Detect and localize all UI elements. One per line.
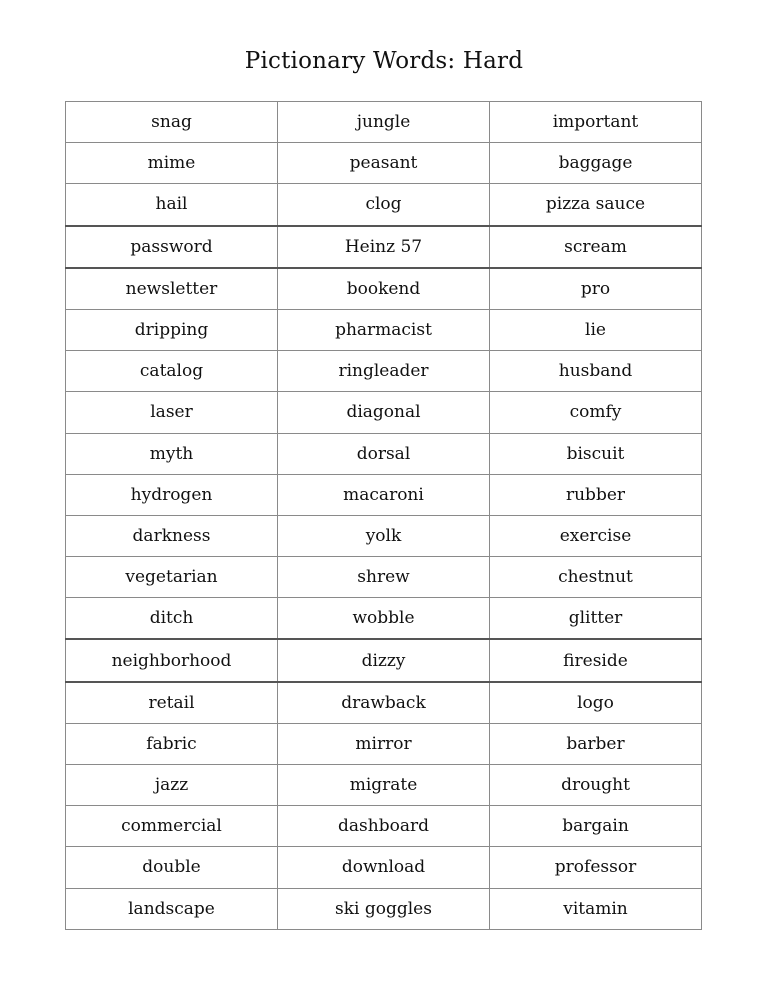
word-cell: ski goggles <box>278 888 490 929</box>
table-row <box>66 433 702 474</box>
word-cell: vegetarian <box>66 557 278 598</box>
word-cell: myth <box>66 433 278 474</box>
table-row <box>66 184 702 226</box>
word-cell: macaroni <box>278 474 490 515</box>
word-cell: password <box>66 226 278 268</box>
word-cell: lie <box>490 309 702 350</box>
word-cell: peasant <box>278 143 490 184</box>
word-cell: exercise <box>490 515 702 556</box>
table-row <box>66 392 702 433</box>
table-row <box>66 888 702 929</box>
word-cell: diagonal <box>278 392 490 433</box>
word-cell: ringleader <box>278 351 490 392</box>
table-row <box>66 515 702 556</box>
word-cell: vitamin <box>490 888 702 929</box>
table-row <box>66 268 702 310</box>
table-row <box>66 598 702 640</box>
word-cell: dashboard <box>278 806 490 847</box>
word-cell: retail <box>66 682 278 724</box>
word-cell: biscuit <box>490 433 702 474</box>
word-cell: scream <box>490 226 702 268</box>
word-cell: ditch <box>66 598 278 640</box>
word-cell: drought <box>490 765 702 806</box>
word-cell: comfy <box>490 392 702 433</box>
table-row <box>66 102 702 143</box>
word-cell: dizzy <box>278 639 490 681</box>
word-cell: chestnut <box>490 557 702 598</box>
table-row <box>66 765 702 806</box>
word-table <box>65 101 702 930</box>
word-cell: mirror <box>278 723 490 764</box>
word-cell: husband <box>490 351 702 392</box>
word-cell: pharmacist <box>278 309 490 350</box>
word-cell: professor <box>490 847 702 888</box>
word-cell: bookend <box>278 268 490 310</box>
table-row <box>66 682 702 724</box>
word-cell: pro <box>490 268 702 310</box>
word-cell: double <box>66 847 278 888</box>
word-cell: wobble <box>278 598 490 640</box>
table-row <box>66 847 702 888</box>
word-cell: drawback <box>278 682 490 724</box>
word-cell: barber <box>490 723 702 764</box>
word-cell: shrew <box>278 557 490 598</box>
word-cell: baggage <box>490 143 702 184</box>
table-row <box>66 226 702 268</box>
word-cell: jungle <box>278 102 490 143</box>
word-table-body <box>66 102 702 930</box>
word-cell: dripping <box>66 309 278 350</box>
word-cell: bargain <box>490 806 702 847</box>
table-row <box>66 143 702 184</box>
page-title: Pictionary Words: Hard <box>244 48 524 74</box>
word-cell: landscape <box>66 888 278 929</box>
word-cell: glitter <box>490 598 702 640</box>
table-row <box>66 639 702 681</box>
word-cell: yolk <box>278 515 490 556</box>
table-row <box>66 474 702 515</box>
word-cell: laser <box>66 392 278 433</box>
word-cell: mime <box>66 143 278 184</box>
table-row <box>66 723 702 764</box>
word-cell: fireside <box>490 639 702 681</box>
table-row <box>66 557 702 598</box>
word-cell: commercial <box>66 806 278 847</box>
word-cell: migrate <box>278 765 490 806</box>
word-cell: clog <box>278 184 490 226</box>
word-cell: rubber <box>490 474 702 515</box>
table-row <box>66 351 702 392</box>
word-cell: important <box>490 102 702 143</box>
word-cell: Heinz 57 <box>278 226 490 268</box>
word-cell: logo <box>490 682 702 724</box>
word-cell: hydrogen <box>66 474 278 515</box>
word-cell: dorsal <box>278 433 490 474</box>
word-cell: jazz <box>66 765 278 806</box>
word-cell: newsletter <box>66 268 278 310</box>
word-cell: catalog <box>66 351 278 392</box>
word-cell: pizza sauce <box>490 184 702 226</box>
word-cell: snag <box>66 102 278 143</box>
word-cell: darkness <box>66 515 278 556</box>
word-cell: download <box>278 847 490 888</box>
table-row <box>66 806 702 847</box>
word-cell: fabric <box>66 723 278 764</box>
word-cell: hail <box>66 184 278 226</box>
table-row <box>66 309 702 350</box>
word-cell: neighborhood <box>66 639 278 681</box>
